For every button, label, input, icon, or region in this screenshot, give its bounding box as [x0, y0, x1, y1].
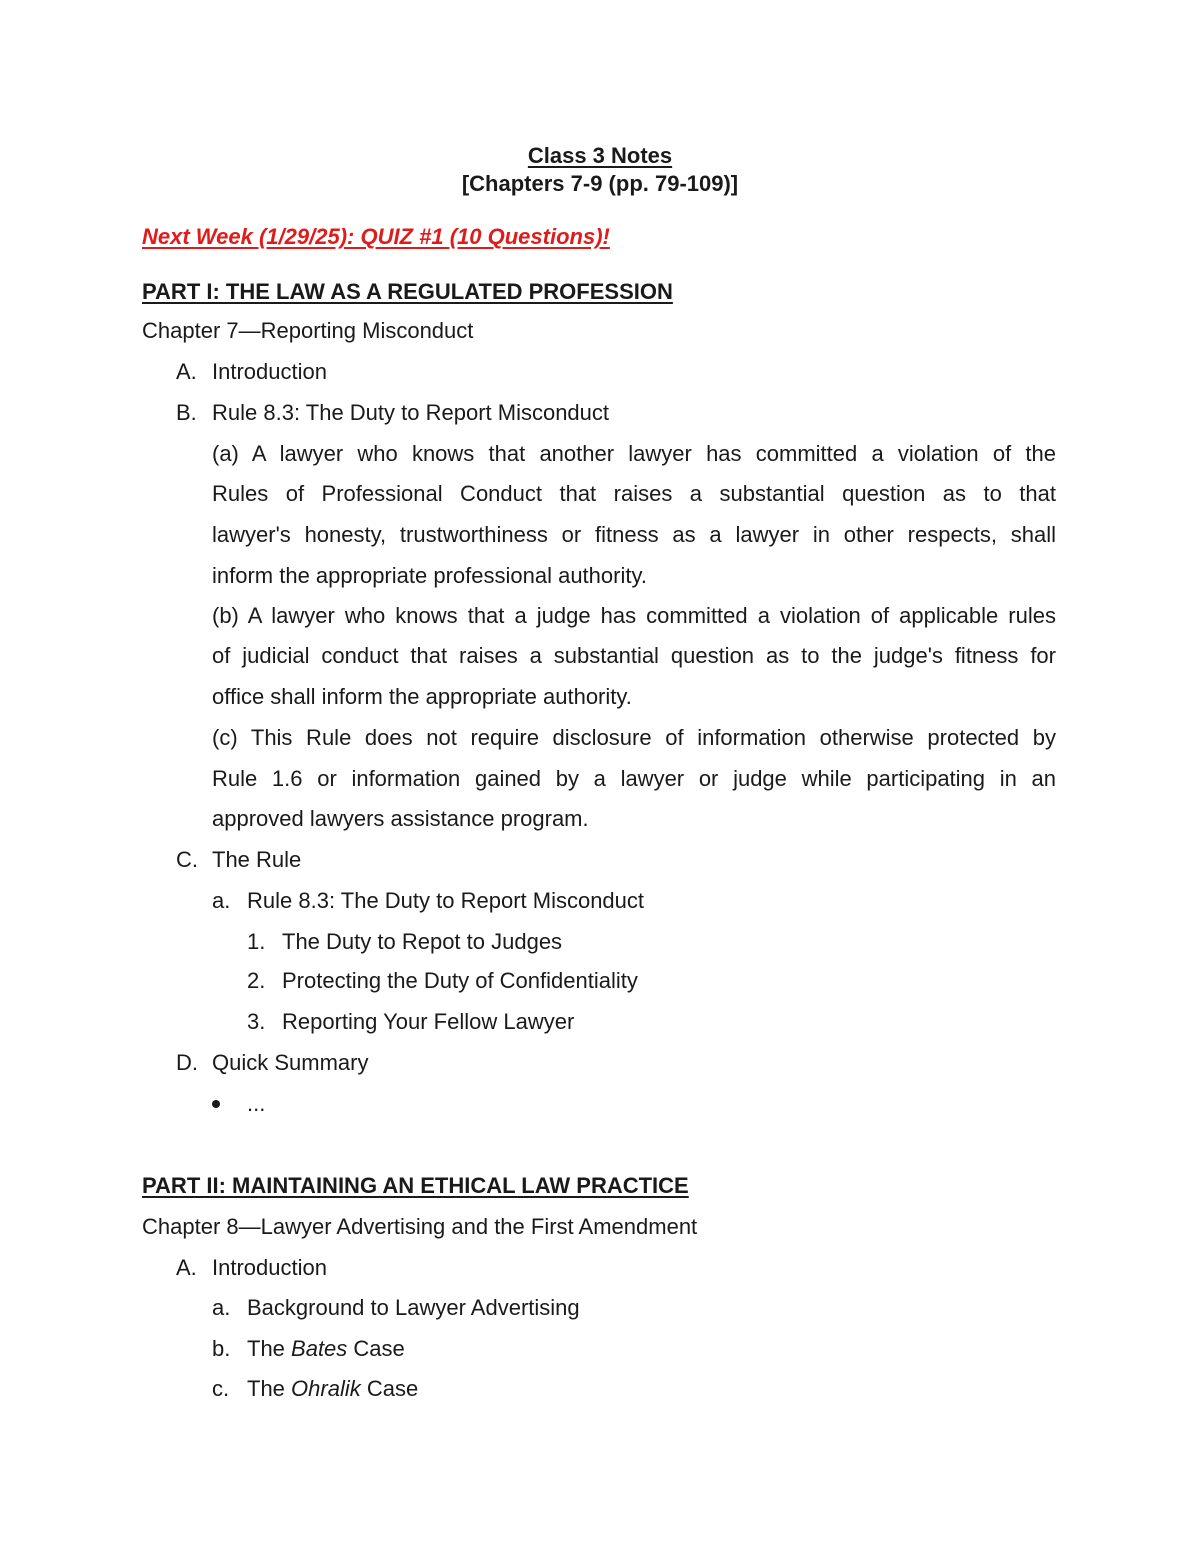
rule-b-line: of judicial conduct that raises a substantial question as to the judge's fitness for: [212, 643, 1056, 668]
list-item: Introduction: [212, 359, 327, 384]
rule-a-line: Rules of Professional Conduct that raises a substantial question as to that: [212, 481, 1056, 506]
quiz-notice: Next Week (1/29/25): QUIZ #1 (10 Questions)!: [142, 224, 610, 249]
list-marker: C.: [176, 847, 198, 872]
page-subtitle: [Chapters 7-9 (pp. 79-109)]: [461, 171, 739, 196]
list-item: The Bates Case: [247, 1336, 405, 1361]
part1-heading: PART I: THE LAW AS A REGULATED PROFESSION: [142, 279, 673, 304]
list-item: ...: [247, 1091, 266, 1116]
list-item: Reporting Your Fellow Lawyer: [282, 1009, 575, 1034]
list-marker: b.: [212, 1336, 231, 1361]
list-marker: B.: [176, 400, 197, 425]
page-title: Class 3 Notes: [527, 143, 673, 168]
list-marker: a.: [212, 888, 231, 913]
part1-chapter: Chapter 7—Reporting Misconduct: [142, 318, 474, 343]
list-item: The Rule: [212, 847, 302, 872]
list-item: The Duty to Repot to Judges: [282, 929, 563, 954]
rule-c-line: approved lawyers assistance program.: [212, 806, 589, 831]
list-marker: A.: [176, 359, 197, 384]
list-marker: c.: [212, 1376, 230, 1401]
list-marker: A.: [176, 1255, 197, 1280]
list-item: Protecting the Duty of Confidentiality: [282, 968, 638, 993]
list-marker: 2.: [247, 968, 266, 993]
rule-b-line: (b) A lawyer who knows that a judge has committed a violation of applicable rules: [212, 603, 1056, 628]
rule-a-line: (a) A lawyer who knows that another lawyer has committed a violation of the: [212, 441, 1056, 466]
rule-c-line: Rule 1.6 or information gained by a lawyer or judge while participating in an: [212, 766, 1056, 791]
rule-b-line: office shall inform the appropriate authority.: [212, 684, 632, 709]
list-item: Background to Lawyer Advertising: [247, 1295, 580, 1320]
rule-a-line: inform the appropriate professional authority.: [212, 563, 647, 588]
list-marker: 3.: [247, 1009, 266, 1034]
list-marker: D.: [176, 1050, 198, 1075]
rule-c-line: (c) This Rule does not require disclosure of information otherwise protected by: [212, 725, 1056, 750]
list-item: Rule 8.3: The Duty to Report Misconduct: [247, 888, 645, 913]
part2-chapter: Chapter 8—Lawyer Advertising and the First Amendment: [142, 1214, 698, 1239]
list-item: The Ohralik Case: [247, 1376, 419, 1401]
rule-a-line: lawyer's honesty, trustworthiness or fitness as a lawyer in other respects, shall: [212, 522, 1056, 547]
list-item: Quick Summary: [212, 1050, 369, 1075]
bullet-icon: [212, 1100, 220, 1108]
list-marker: 1.: [247, 929, 266, 954]
list-marker: a.: [212, 1295, 231, 1320]
list-item: Introduction: [212, 1255, 327, 1280]
part2-heading: PART II: MAINTAINING AN ETHICAL LAW PRACTICE: [142, 1173, 689, 1198]
list-item: Rule 8.3: The Duty to Report Misconduct: [212, 400, 610, 425]
